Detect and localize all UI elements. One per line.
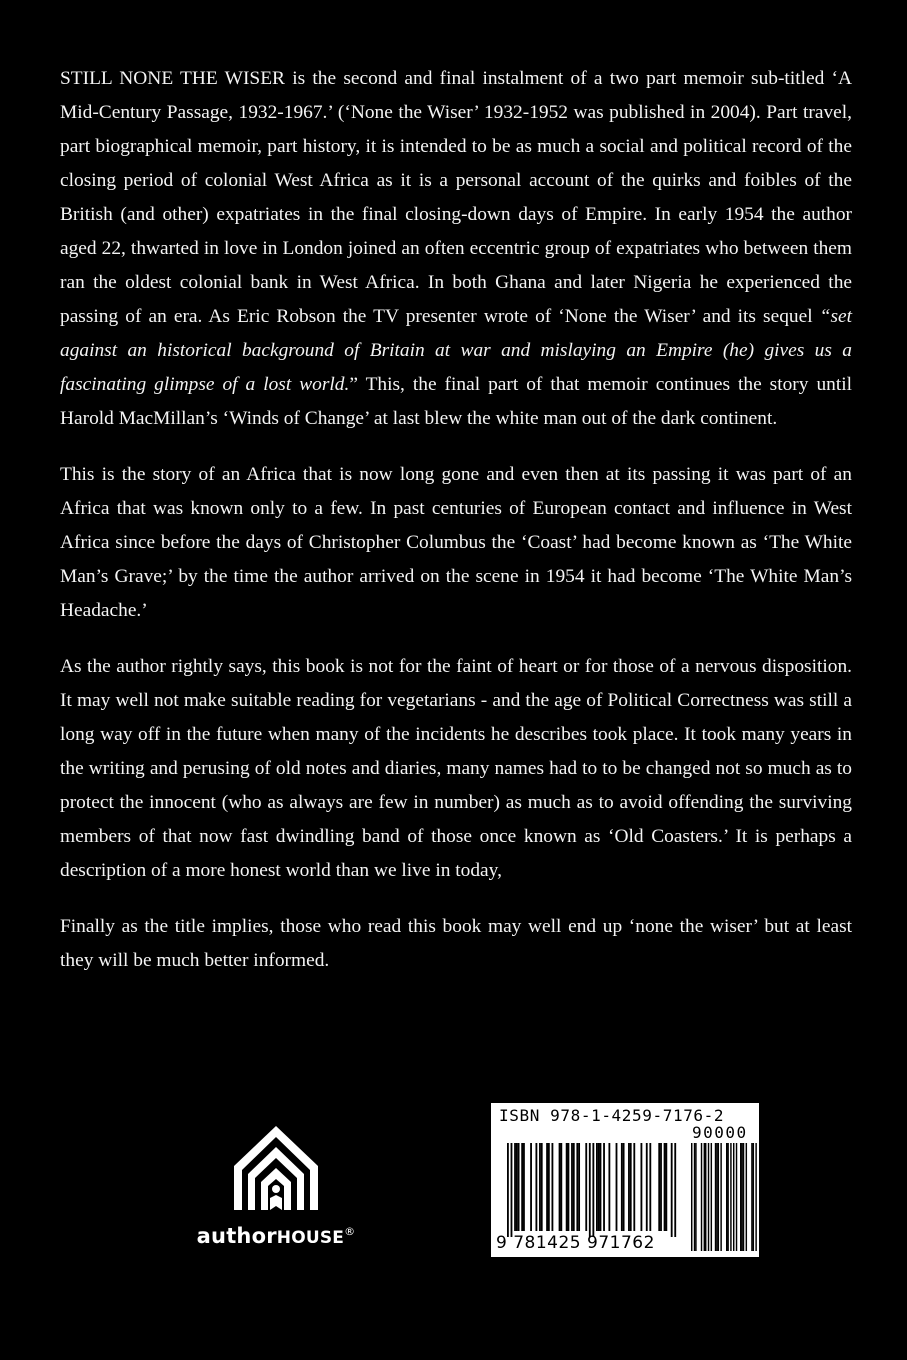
barcode-bar [592,1143,594,1237]
barcode-bar [507,1143,509,1237]
barcode-bar [646,1143,648,1231]
addon-bar [704,1143,705,1251]
blurb-paragraph-1 [60,62,852,436]
addon-bar [733,1143,734,1251]
barcode-bar [568,1143,570,1231]
barcode-bar [621,1143,623,1231]
back-cover-blurb [60,62,852,1000]
barcode-bar [552,1143,554,1231]
isbn-label: ISBN 978-1-4259-7176-2 [499,1106,725,1125]
addon-bar [751,1143,752,1251]
barcode-bar [566,1143,568,1231]
addon-bar [720,1143,721,1251]
barcode-bar [596,1143,598,1231]
barcode-bar [578,1143,580,1231]
barcode-bar [548,1143,550,1231]
barcode-bar [664,1143,666,1231]
barcode-bar [516,1143,518,1231]
barcode-bar [671,1143,673,1237]
barcode-addon-price: 90000 [692,1123,748,1142]
barcode-bar [511,1143,513,1237]
addon-bar [691,1143,692,1251]
blurb-p1-text-end: ” This, the final part of that memoir continues the story until Harold MacMillan’s ‘Winds of Change’ at last blew the white man out of the dark continent. [60,374,852,429]
addon-bar [746,1143,747,1251]
review-quote: “set against an historical background of Britain at war and mislaying an Empire (he) gives us a fascinating glimpse of a lost world. [60,306,852,395]
barcode-bar [523,1143,525,1231]
blurb-paragraph-2: This is the story of an Africa that is now long gone and even then at its passing it was part of an Africa that was known only to a few. In past centuries of European contact and influence in West Africa since before the days of Christopher Columbus the ‘Coast’ had become known as ‘The White Man’s Grave;’ by the time the author arrived on the scene in 1954 it had become ‘The White Man’s Headache.’ [60,464,852,621]
barcode-bar [546,1143,548,1231]
barcode-bar [649,1143,651,1231]
barcode-bar [571,1143,573,1231]
barcode-bar [674,1143,676,1237]
barcode-bar [539,1143,541,1231]
blurb-paragraph-4: Finally as the title implies, those who read this book may well end up ‘none the wiser’ but at least they will be much better informed. [60,916,852,971]
publisher-name-house: HOUSE [276,1228,345,1248]
isbn-barcode [491,1103,759,1257]
barcode-bar [641,1143,643,1231]
addon-bar [740,1143,741,1251]
addon-bar [753,1143,754,1251]
addon-bar [718,1143,719,1251]
addon-bar [715,1143,716,1251]
addon-bar [730,1143,731,1251]
blurb-paragraph-3: As the author rightly says, this book is not for the faint of heart or for those of a nervous disposition. It may well not make suitable reading for vegetarians - and the age of Political Correctness was still a long way off in the future when many of the incidents he describes took place. It took many years in the writing and perusing of old notes and diaries, many names had to to be changed not so much as to protect the innocent (who as always are few in number) as much as to avoid offending the surviving members of that now fast dwindling band of those once known as ‘Old Coasters.’ It is perhaps a description of a more honest world than we live in today, [60,656,852,881]
blurb-p1-text-start: STILL NONE THE WISER is the second and final instalment of a two part memoir sub-titled ‘A Mid-Century Passage, 1932-1967.’ (‘None the Wiser’ 1932-1952 was published in 2004). Part travel, part biographical memoir, part history, it is intended to be as much a social and political record of the closing period of colonial West Africa as it is a personal account of the quirks and foibles of the British (and other) expatriates in the final closing-down days of Empire. In early 1954 the author aged 22, thwarted in love in London joined an often eccentric group of expatriates who between them ran the oldest colonial bank in West Africa. In both Ghana and later Nigeria he experienced the passing of an era. As Eric Robson the TV presenter wrote of ‘None the Wiser’ and its sequel [60,68,852,327]
barcode-bar [616,1143,618,1231]
barcode-bar [560,1143,562,1231]
barcode-bar [518,1143,520,1231]
barcode-bar [521,1143,523,1231]
addon-bar [726,1143,727,1251]
addon-bar [741,1143,742,1251]
publisher-logo [176,1122,376,1262]
addon-bar [716,1143,717,1251]
barcode-bar [660,1143,662,1231]
addon-bar [711,1143,712,1251]
addon-bar [727,1143,728,1251]
barcode-bar [658,1143,660,1231]
barcode-bar [576,1143,578,1231]
barcode-bar [585,1143,587,1231]
barcode-bar [628,1143,630,1231]
authorhouse-logo-icon [230,1122,322,1214]
addon-bar [736,1143,737,1251]
barcode-bar [630,1143,632,1231]
registered-mark: ® [344,1225,356,1238]
addon-bar [694,1143,695,1251]
publisher-name-author: author [196,1224,277,1248]
barcode-bar [603,1143,605,1231]
addon-bar [701,1143,702,1251]
publisher-name [176,1224,376,1248]
barcode-bar [514,1143,516,1231]
addon-bar [743,1143,744,1251]
barcode-bar [600,1143,602,1231]
barcode-bar [589,1143,591,1237]
addon-bar [695,1143,696,1251]
barcode-bar [559,1143,561,1231]
barcode-digits: 9 781425 971762 [496,1233,655,1253]
barcode-bar [573,1143,575,1231]
barcode-bar [530,1143,532,1231]
barcode-bar [535,1143,537,1231]
addon-bar [708,1143,709,1251]
addon-bar [705,1143,706,1251]
barcode-bar [623,1143,625,1231]
barcode-bar [665,1143,667,1231]
barcode-bar [608,1143,610,1231]
barcode-bar [541,1143,543,1231]
barcode-bar [633,1143,635,1231]
barcode-bar [598,1143,600,1231]
addon-bar [755,1143,756,1251]
